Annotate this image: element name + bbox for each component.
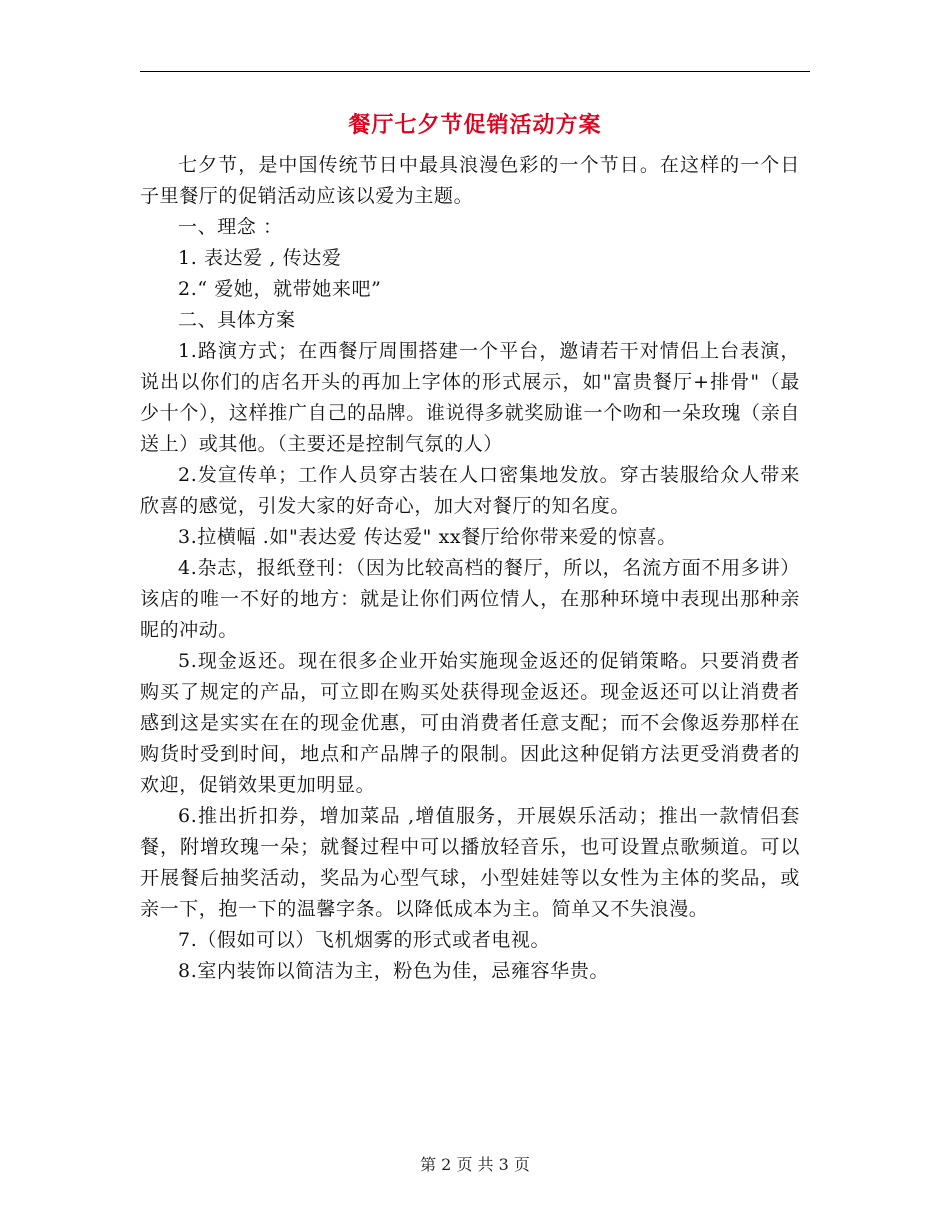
- section-heading-concept: 一、理念 ：: [178, 216, 283, 238]
- plan-item-6: 6.推出折扣券，增加菜品 ,增值服务，开展娱乐活动；推出一款情侣套餐，附增玫瑰一朵；就餐过程中可以播放轻音乐，也可设置点歌频道。可以开展餐后抽奖活动，奖品为心型气球，小型娃娃等以女性为主体的奖品，或亲一下，抱一下的温馨字条。以降低成本为主。简单又不失浪漫。: [140, 805, 800, 920]
- document-title: 餐厅七夕节促销活动方案: [348, 113, 602, 138]
- plan-item-3: 3.拉横幅 .如"表达爱 传达爱" xx餐厅给你带来爱的惊喜。: [178, 526, 677, 548]
- plan-item-4: 4.杂志，报纸登刊：（因为比较高档的餐厅，所以，名流方面不用多讲）该店的唯一不好的地方：就是让你们两位情人，在那种环境中表现出那种亲昵的冲动。: [140, 557, 800, 641]
- concept-item-2: 2.“ 爱她，就带她来吧”: [178, 278, 382, 300]
- plan-item-1: 1.路演方式；在西餐厅周围搭建一个平台，邀请若干对情侣上台表演，说出以你们的店名开头的再加上字体的形式展示，如"富贵餐厅+排骨"（最少十个），这样推广自己的品牌。谁说得多就奖励谁一个吻和一朵玫瑰（亲自送上）或其他。（主要还是控制气氛的人）: [140, 340, 800, 455]
- document-body: [140, 150, 800, 987]
- concept-item-1: 1. 表达爱 , 传达爱: [178, 247, 342, 269]
- plan-item-2: 2.发宣传单；工作人员穿古装在人口密集地发放。穿古装服给众人带来欣喜的感觉，引发大家的好奇心，加大对餐厅的知名度。: [140, 464, 800, 517]
- section-heading-plan: 二、具体方案: [178, 309, 296, 331]
- header-rule: [140, 71, 810, 72]
- plan-item-8: 8.室内装饰以简洁为主，粉色为佳，忌雍容华贵。: [178, 960, 609, 982]
- plan-item-7: 7.（假如可以）飞机烟雾的形式或者电视。: [178, 929, 551, 951]
- page-number-footer: 第 2 页 共 3 页: [420, 1155, 530, 1174]
- plan-item-5: 5.现金返还。现在很多企业开始实施现金返还的促销策略。只要消费者购买了规定的产品，可立即在购买处获得现金返还。现金返还可以让消费者感到这是实实在在的现金优惠，可由消费者任意支配；而不会像返券那样在购货时受到时间，地点和产品牌子的限制。因此这种促销方法更受消费者的欢迎，促销效果更加明显。: [140, 650, 800, 796]
- paragraph-intro: 七夕节，是中国传统节日中最具浪漫色彩的一个节日。在这样的一个日子里餐厅的促销活动应该以爱为主题。: [140, 154, 800, 207]
